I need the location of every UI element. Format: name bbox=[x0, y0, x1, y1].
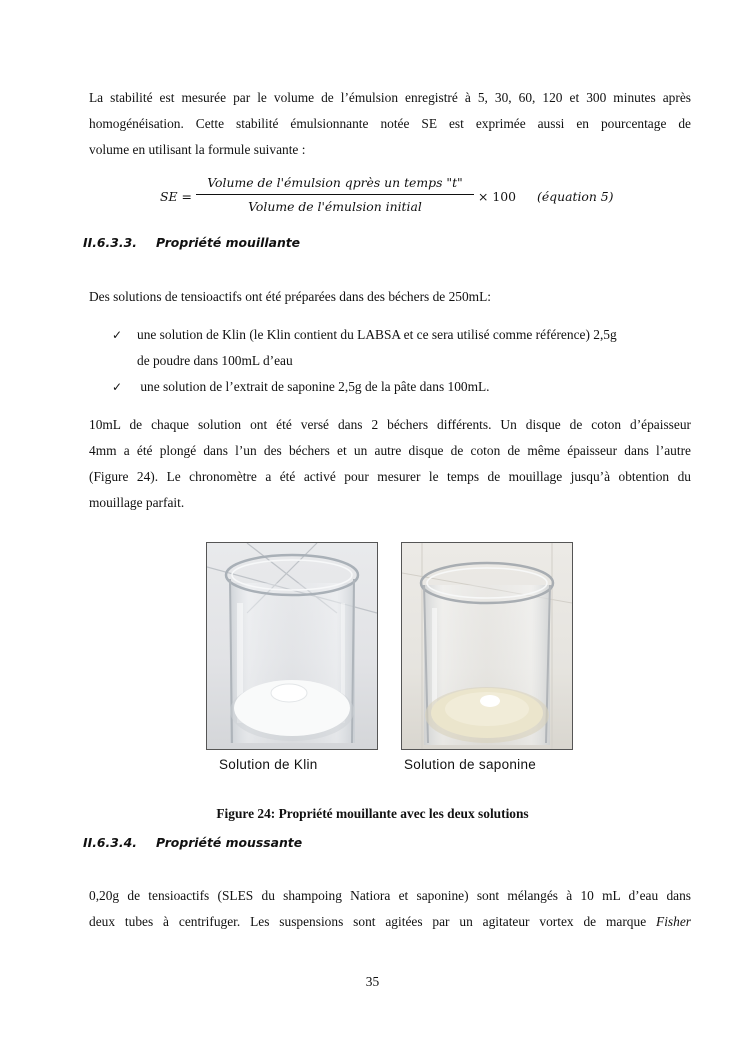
photo-klin-beaker bbox=[206, 542, 378, 750]
list-item bbox=[112, 374, 692, 400]
list-item bbox=[112, 322, 692, 374]
wetting-line-1: 10mL de chaque solution ont été versé dans 2 béchers différents. Un disque de coton d’épaisseur bbox=[89, 417, 691, 432]
brand-name: Fisher bbox=[656, 914, 691, 929]
wetting-line-4: mouillage parfait. bbox=[89, 495, 185, 510]
equation-numerator: Volume de l'émulsion qprès un temps "t" bbox=[207, 175, 463, 190]
bullet-2-line-1: une solution de l’extrait de saponine 2,5g de la pâte dans 100mL. bbox=[137, 379, 490, 394]
bullet-list bbox=[112, 322, 692, 400]
wetting-line-2: 4mm a été plongé dans l’un des béchers et un autre disque de coton de même épaisseur dans l’autre bbox=[89, 443, 691, 458]
wetting-paragraph bbox=[89, 412, 691, 516]
equation-multiplier: × 100 bbox=[478, 189, 516, 204]
foaming-line-2 bbox=[89, 909, 691, 935]
intro-line-2: homogénéisation. Cette stabilité émulsionnante notée SE est exprimée aussi en pourcentage de bbox=[89, 116, 691, 131]
bullet-1-line-1: une solution de Klin (le Klin contient du LABSA et ce sera utilisé comme référence) 2,5g bbox=[137, 327, 617, 342]
section-heading-wetting bbox=[83, 235, 300, 250]
photo-caption-klin: Solution de Klin bbox=[219, 757, 318, 772]
section-number: II.6.3.3. bbox=[83, 235, 137, 250]
wetting-intro-text: Des solutions de tensioactifs ont été préparées dans des béchers de 250mL: bbox=[89, 289, 491, 304]
photo-saponine-beaker bbox=[401, 542, 573, 750]
section-number: II.6.3.4. bbox=[83, 835, 137, 850]
intro-paragraph bbox=[89, 85, 691, 163]
photo-caption-saponine: Solution de saponine bbox=[404, 757, 537, 772]
equation-fraction bbox=[196, 175, 474, 219]
section-title: Propriété moussante bbox=[156, 835, 303, 850]
foaming-paragraph bbox=[89, 883, 691, 935]
section-heading-foaming bbox=[83, 835, 302, 850]
figure-caption: Figure 24: Propriété mouillante avec les deux solutions bbox=[216, 806, 529, 821]
checkmark-icon: ✓ bbox=[112, 328, 123, 342]
checkmark-icon: ✓ bbox=[112, 380, 123, 394]
foaming-line-1: 0,20g de tensioactifs (SLES du shampoing Natiora et saponine) sont mélangés à 10 mL d’eau dans bbox=[89, 888, 691, 903]
equation-denominator: Volume de l'émulsion initial bbox=[248, 199, 422, 214]
intro-line-1: La stabilité est mesurée par le volume de l’émulsion enregistré à 5, 30, 60, 120 et 300 minutes après bbox=[89, 90, 691, 105]
equation-tag: (équation 5) bbox=[537, 189, 614, 204]
foaming-line-2-text: deux tubes à centrifuger. Les suspensions sont agitées par un agitateur vortex de marque bbox=[89, 914, 657, 929]
wetting-line-3: (Figure 24). Le chronomètre a été activé pour mesurer le temps de mouillage jusqu’à obtention du bbox=[89, 469, 691, 484]
section-title: Propriété mouillante bbox=[156, 235, 301, 250]
wetting-intro bbox=[89, 284, 691, 310]
equation-lhs: SE = bbox=[160, 189, 192, 204]
page-number: 35 bbox=[365, 974, 380, 989]
intro-line-3: volume en utilisant la formule suivante : bbox=[89, 142, 306, 157]
bullet-1-line-2: de poudre dans 100mL d’eau bbox=[137, 353, 293, 368]
